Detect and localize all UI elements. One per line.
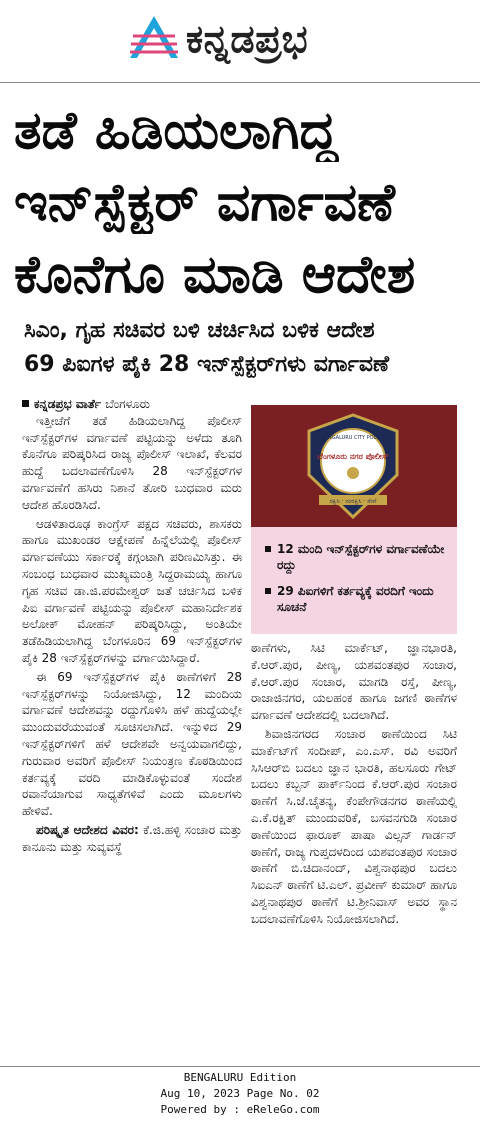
revised-order-label: ಪರಿಷ್ಕೃತ ಆದೇಶದ ವಿವರ: bbox=[36, 822, 139, 837]
headline-line-2: ಇನ್‌ಸ್ಪೆಕ್ಟರ್‌ ವರ್ಗಾವಣೆ bbox=[14, 173, 395, 233]
article-paragraph: ಈ 69 ಇನ್‌ಸ್ಪೆಕ್ಟರ್‌ಗಳ ಪೈಕಿ ಠಾಣೆಗಳಿಗೆ 28 ಇನ್‌ಸ್ಪೆಕ್ಟರ್‌ಗಳನ್ನು ನಿಯೋಜಿಸಿದ್ದು, 12 ಮಂದಿಯ ವರ್ಗಾವಣೆ ಆದೇಶವನ್ನು ರದ್ದುಗೊಳಿಸಿ ಹಳೆ ಹುದ್ದೆಯಲ್ಲೇ ಮುಂದುವರೆಯುವಂತೆ ಸೂಚಿಸಲಾಗಿದೆ. ಇನ್ನುಳಿದ 29 ಇನ್‌ಸ್ಪೆಕ್ಟರ್‌ಗಳಿಗೆ ಹಳೆ ಆದೇಶವೇ ಅನ್ವಯವಾಗಲಿದ್ದು, ಗುರುವಾರ ಅವರಿಗೆ ಪೊಲೀಸ್ ನಿಯಂತ್ರಣ ಕೊಠಡಿಯಿಂದ ಕರ್ತವ್ಯಕ್ಕೆ ವರದಿ ಮಾಡಿಕೊಳ್ಳುವಂತೆ ಸಂದೇಶ ರವಾನೆಯಾಗುವ ಸಾಧ್ಯತೆಗಳಿವೆ ಎಂದು ಮೂಲಗಳು ಹೇಳಿವೆ. bbox=[22, 669, 242, 819]
article-column-right bbox=[251, 640, 457, 928]
badge-name-text: ಬೆಂಗಳೂರು ನಗರ ಪೊಲೀಸ್ bbox=[317, 452, 389, 461]
police-badge-icon bbox=[299, 413, 407, 521]
bullet-square-icon bbox=[22, 400, 29, 407]
article-paragraph: ಠಾಣೆಗಳು, ಸಿಟಿ ಮಾರ್ಕೆಟ್, ಜ್ಞಾನಭಾರತಿ, ಕೆ.ಆರ್.ಪುರ, ಪೀಣ್ಯ, ಯಶವಂತಪುರ ಸಂಚಾರ, ಕೆ.ಆರ್.ಪುರ ಸಂಚಾರ, ಮಾಗಡಿ ರಸ್ತೆ, ಪೀಣ್ಯ, ರಾಜಾಜಿನಗರ, ಯಲಹಂಕ ಹಾಗೂ ಜಗಣಿ ಠಾಣೆಗಳ ವರ್ಗಾವಣೆ ಆದೇಶದಲ್ಲಿ ಬದಲಾಗಿದೆ. bbox=[251, 641, 457, 723]
masthead-divider bbox=[0, 82, 480, 83]
headline-line-3: ಕೊನೆಗೂ ಮಾಡಿ ಆದೇಶ bbox=[14, 245, 416, 305]
footer-powered-by: Powered by : eReleGo.com bbox=[160, 1103, 320, 1116]
caption-item: 12 ಮಂದಿ ಇನ್‌ಸ್ಪೆಕ್ಟರ್‌ಗಳ ವರ್ಗಾವಣೆಯೇ ರದ್ದು bbox=[265, 541, 451, 573]
masthead-title: ಕನ್ನಡಪ್ರಭ bbox=[186, 17, 309, 61]
bullet-square-icon bbox=[265, 588, 271, 594]
bullet-square-icon bbox=[265, 546, 271, 552]
article-column-left bbox=[22, 396, 242, 856]
revised-order-paragraph bbox=[22, 822, 242, 856]
badge-motto-text: ರಕ್ಷಿಸಿ · ಸಂರಕ್ಷಿಸಿ · ಸೇವೆ bbox=[329, 498, 377, 505]
photo-caption-box bbox=[251, 527, 457, 634]
subhead-1: ಸಿಎಂ, ಗೃಹ ಸಚಿವರ ಬಳಿ ಚರ್ಚಿಸಿದ ಬಳಿಕ ಆದೇಶ bbox=[24, 318, 375, 343]
article-paragraph: ಶಿವಾಜಿನಗರದ ಸಂಚಾರ ಠಾಣೆಯಿಂದ ಸಿಟಿ ಮಾರ್ಕೆಟ್‌ಗೆ ಸಂದೀಪ್, ಎಂ.ಎಸ್. ರವಿ ಅವರಿಗೆ ಸಿಸಿಆರ್‌ಬಿ ಬದಲು ಜ್ಞಾನ ಭಾರತಿ, ಹಲಸೂರು ಗೇಟ್ ಬದಲು ಕಬ್ಬನ್ ಪಾರ್ಕ್‌ನಿಂದ ಕೆ.ಆರ್.ಪುರ ಸಂಚಾರ ಠಾಣೆಗೆ ಸಿ.ಜೆ.ಚೈತನ್ಯ, ಕೆಂಪೇಗೌಡನಗರ ಠಾಣೆಯಲ್ಲಿ ಎ.ಕೆ.ರಕ್ಷಿತ್ ಮುಂದುವರಿಕೆ, ಬಸವನಗುಡಿ ಸಂಚಾರ ಠಾಣೆಯಿಂದ ಫಾರೂಕ್ ಪಾಷಾ ವಿಲ್ಸನ್ ಗಾರ್ಡನ್ ಠಾಣೆಗೆ, ರಾಜ್ಯ ಗುಪ್ತದಳದಿಂದ ಯಶವಂತಪುರ ಸಂಚಾರ ಠಾಣೆಗೆ ಬಿ.ಚಿದಾನಂದ್, ವಿಶ್ವನಾಥಪುರ ಬದಲು ಸಿಐಎನ್ ಠಾಣೆಗೆ ಟಿ.ಎಲ್. ಪ್ರವೀಣ್ ಕುಮಾರ್ ಹಾಗೂ ವಿಶ್ವನಾಥಪುರ ಠಾಣೆಗೆ ಟಿ.ಶ್ರೀನಿವಾಸ್ ಅವರ ಸ್ಥಾನ ಬದಲಾವಣೆಗೊಳಿಸಿ ನಿಯೋಜಿಸಲಾಗಿದೆ. bbox=[251, 726, 457, 926]
byline bbox=[22, 396, 242, 413]
article-paragraph: ಆಡಳಿತಾರೂಢ ಕಾಂಗ್ರೆಸ್ ಪಕ್ಷದ ಸಚಿವರು, ಶಾಸಕರು ಹಾಗೂ ಮುಖಂಡರ ಆಕ್ಷೇಪಣೆ ಹಿನ್ನೆಲೆಯಲ್ಲಿ ಪೊಲೀಸ್ ವರ್ಗಾವಣೆಯು ಸರ್ಕಾರಕ್ಕೆ ಕಗ್ಗಂಟಾಗಿ ಪರಿಣಮಿಸಿತ್ತು. ಈ ಸಂಬಂಧ ಬುಧವಾರ ಮುಖ್ಯಮಂತ್ರಿ ಸಿದ್ದರಾಮಯ್ಯ ಹಾಗೂ ಗೃಹ ಸಚಿವ ಡಾ.ಜಿ.ಪರಮೇಶ್ವರ್ ಜತೆ ಚರ್ಚಿಸಿದ ಬಳಿಕ ಪಿಐ ವರ್ಗಾವಣೆ ಪಟ್ಟಿಯನ್ನು ಪೊಲೀಸ್ ಮಹಾನಿರ್ದೇಶಕ ಅಲೋಕ್ ಮೋಹನ್ ಪರಿಷ್ಕರಿಸಿದ್ದು, ಅಂತಿಯೇ ತಡೆಹಿಡಿಯಲಾಗಿದ್ದ ಬೆಂಗಳೂರಿನ 69 ಇನ್‌ಸ್ಪೆಕ್ಟರ್‌ಗಳ ಪೈಕಿ 28 ಇನ್‌ಸ್ಪೆಕ್ಟರ್‌ಗಳನ್ನು ವರ್ಗಾಯಿಸಿದ್ದಾರೆ. bbox=[22, 516, 242, 665]
caption-item: 29 ಪಿಐಗಳಿಗೆ ಕರ್ತವ್ಯಕ್ಕೆ ವರದಿಗೆ ಇಂದು ಸೂಚನೆ bbox=[265, 583, 451, 615]
footer-edition: BENGALURU Edition bbox=[183, 1071, 297, 1084]
subhead-2: 69 ಪಿಐಗಳ ಪೈಕಿ 28 ಇನ್‌ಸ್ಪೆಕ್ಟರ್‌ಗಳು ವರ್ಗಾವಣೆ bbox=[24, 352, 390, 377]
headline-line-1: ತಡೆ ಹಿಡಿಯಲಾಗಿದ್ದ bbox=[14, 101, 338, 161]
footer-date-page: Aug 10, 2023 Page No. 02 bbox=[160, 1087, 320, 1100]
byline-source: ಕನ್ನಡಪ್ರಭ ವಾರ್ತೆ bbox=[34, 397, 101, 411]
byline-place: ಬೆಂಗಳೂರು bbox=[105, 397, 150, 411]
revised-order-text: ಕೆ.ಜಿ.ಹಳ್ಳಿ ಸಂಚಾರ ಮತ್ತು ಕಾನೂನು ಮತ್ತು ಸುವ್ಯವಸ್ಥೆ bbox=[22, 822, 242, 854]
footer-divider bbox=[0, 1066, 480, 1067]
masthead bbox=[0, 0, 480, 82]
article-paragraph: ಇತ್ತೀಚೆಗೆ ತಡೆ ಹಿಡಿಯಲಾಗಿದ್ದ ಪೊಲೀಸ್ ಇನ್‌ಸ್ಪೆಕ್ಟರ್‌ಗಳ ವರ್ಗಾವಣೆ ಪಟ್ಟಿಯನ್ನು ಅಳೆದು ತೂಗಿ ಕೊನೆಗೂ ಪರಿಷ್ಕರಿಸಿದ ರಾಜ್ಯ ಪೊಲೀಸ್ ಇಲಾಖೆ, ಕೆಲವರ ಹುದ್ದೆ ಬದಲಾವಣೆಗೊಳಿಸಿ 28 ಇನ್‌ಸ್ಪೆಕ್ಟರ್‌ಗಳ ವರ್ಗಾವಣೆಗೆ ಹಸಿರು ನಿಶಾನೆ ತೋರಿ ಬುಧವಾರ ಮರು ಆದೇಶ ಹೊರಡಿಸಿದೆ. bbox=[22, 413, 242, 512]
badge-top-text: BENGALURU CITY POLICE bbox=[321, 435, 385, 441]
kannada-prabha-logo-icon bbox=[128, 14, 180, 60]
police-logo-photo bbox=[251, 405, 457, 527]
